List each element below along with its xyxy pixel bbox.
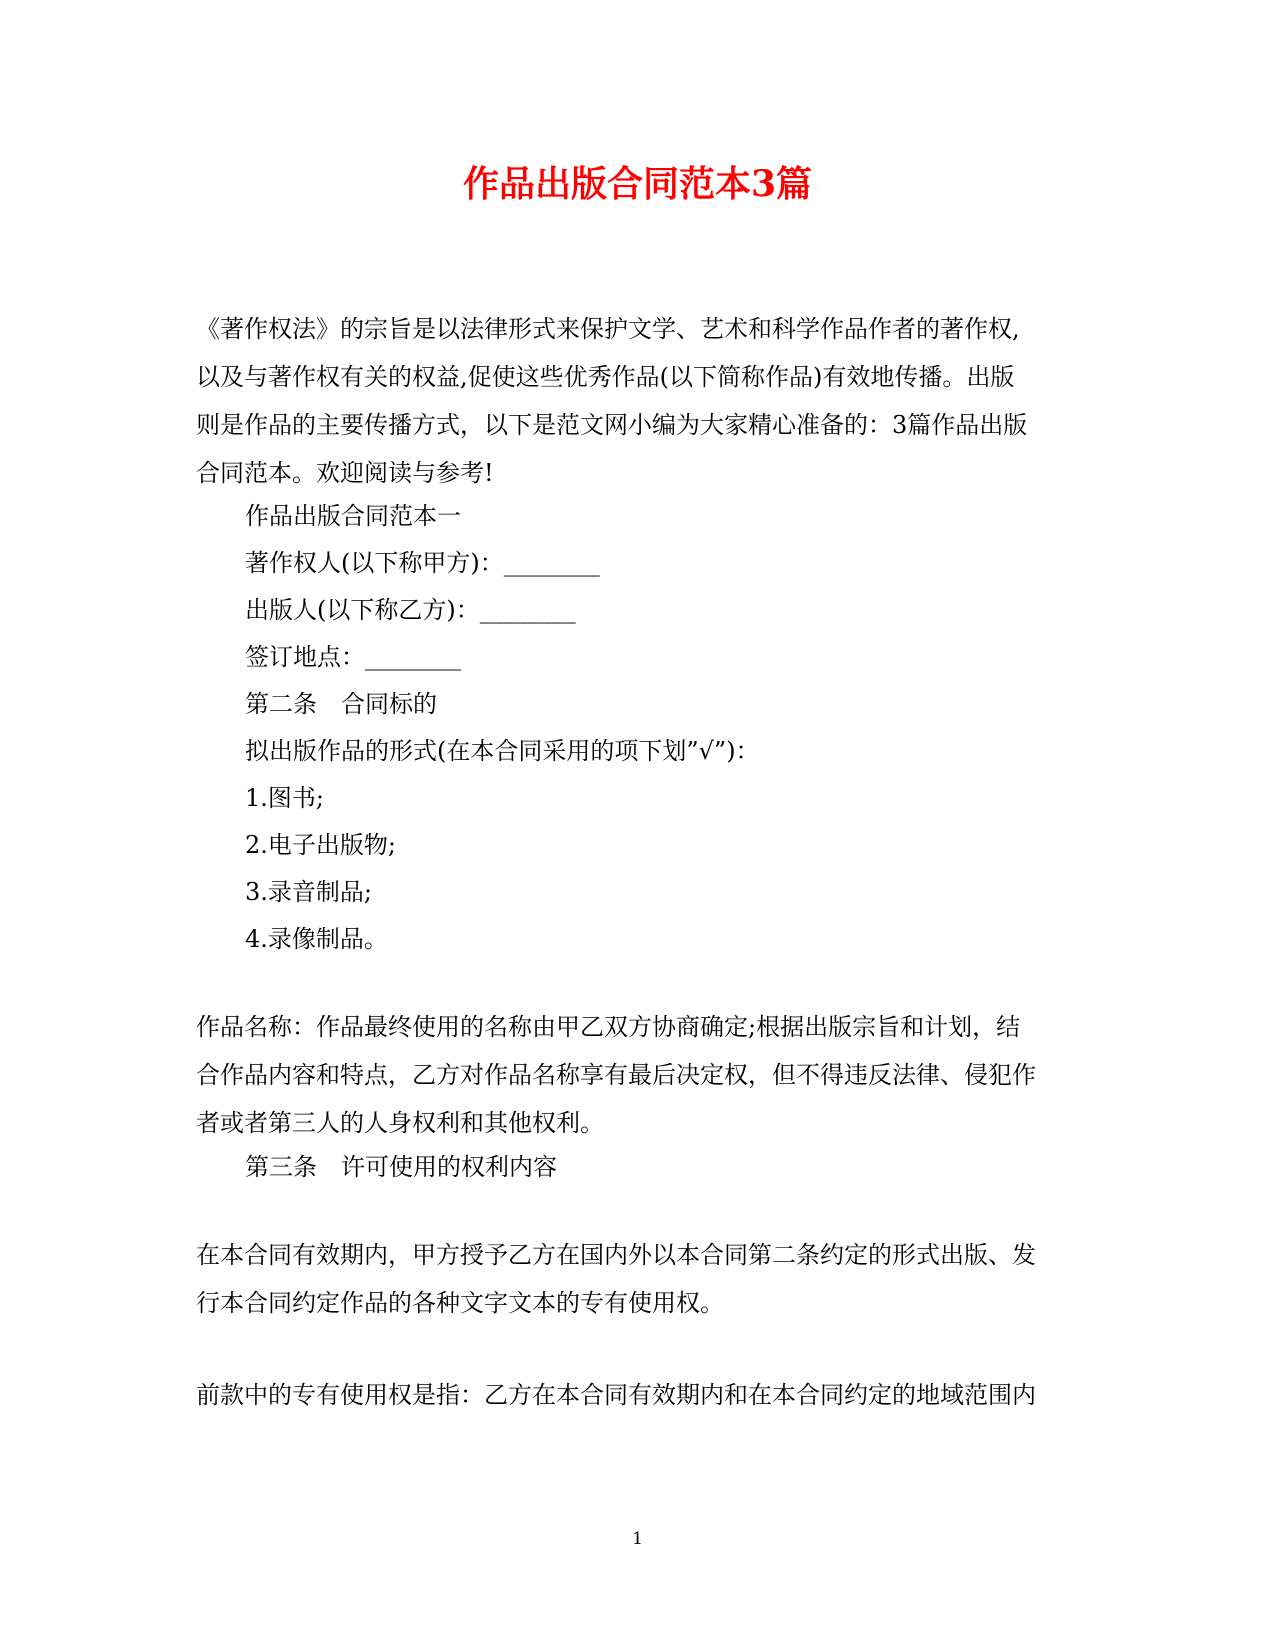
exclusive-right-paragraph bbox=[196, 1371, 1076, 1419]
page-title: 作品出版合同范本3篇 bbox=[462, 163, 813, 205]
intro-line: 合同范本。欢迎阅读与参考! bbox=[196, 459, 494, 487]
name-clause-line: 合作品内容和特点，乙方对作品名称享有最后决定权，但不得违反法律、侵犯作 bbox=[196, 1061, 1036, 1089]
page-number: 1 bbox=[632, 1529, 643, 1549]
section1-heading: 作品出版合同范本一 bbox=[245, 502, 461, 530]
name-clause-line: 作品名称：作品最终使用的名称由甲乙双方协商确定;根据出版宗旨和计划，结 bbox=[196, 1013, 1021, 1041]
intro-line: 则是作品的主要传播方式，以下是范文网小编为大家精心准备的：3篇作品出版 bbox=[196, 411, 1028, 439]
party-a-line: 著作权人(以下称甲方)：________ bbox=[245, 549, 600, 577]
article3-heading: 第三条 许可使用的权利内容 bbox=[245, 1153, 557, 1181]
name-clause-line: 者或者第三人的人身权利和其他权利。 bbox=[196, 1109, 604, 1137]
form-item: 1.图书; bbox=[245, 784, 324, 812]
exclusive-right-line: 前款中的专有使用权是指：乙方在本合同有效期内和在本合同约定的地域范围内 bbox=[196, 1381, 1036, 1409]
name-clause-paragraph bbox=[196, 1003, 1076, 1147]
grant-line: 行本合同约定作品的各种文字文本的专有使用权。 bbox=[196, 1289, 724, 1317]
signing-place-line: 签订地点：________ bbox=[245, 643, 461, 671]
party-b-line: 出版人(以下称乙方)：________ bbox=[245, 596, 576, 624]
form-item: 4.录像制品。 bbox=[245, 925, 388, 953]
intro-paragraph bbox=[196, 305, 1076, 497]
intro-line: 《著作权法》的宗旨是以法律形式来保护文学、艺术和科学作品作者的著作权, bbox=[196, 315, 1020, 343]
article2-heading: 第二条 合同标的 bbox=[245, 690, 437, 718]
grant-line: 在本合同有效期内，甲方授予乙方在国内外以本合同第二条约定的形式出版、发 bbox=[196, 1241, 1036, 1269]
forms-intro: 拟出版作品的形式(在本合同采用的项下划”√”)： bbox=[245, 737, 760, 765]
form-item: 2.电子出版物; bbox=[245, 831, 396, 859]
grant-paragraph bbox=[196, 1231, 1076, 1327]
intro-line: 以及与著作权有关的权益,促使这些优秀作品(以下简称作品)有效地传播。出版 bbox=[196, 363, 1015, 391]
form-item: 3.录音制品; bbox=[245, 878, 372, 906]
